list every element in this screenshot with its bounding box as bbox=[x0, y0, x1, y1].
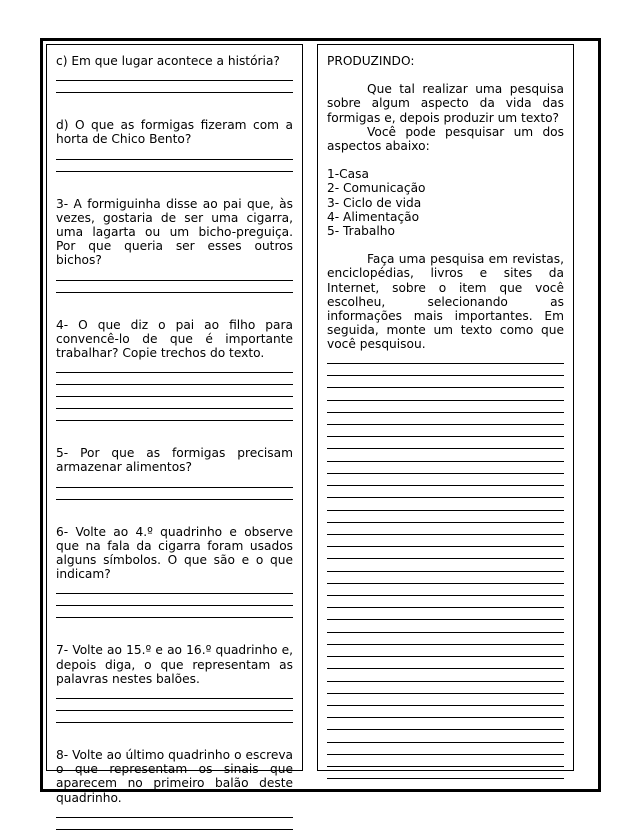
aspects-list bbox=[327, 167, 564, 238]
list-item: 4- Alimentação bbox=[327, 209, 420, 224]
answer-line[interactable] bbox=[56, 711, 293, 723]
answer-line[interactable] bbox=[56, 373, 293, 385]
answer-line[interactable] bbox=[56, 686, 293, 699]
question-6: 6- Volte ao 4.º quadrinho e observe que na fala da cigarra foram usados alguns símbolos. O que são e o que indicam? bbox=[56, 524, 293, 582]
writing-line[interactable] bbox=[327, 449, 564, 461]
writing-line[interactable] bbox=[327, 572, 564, 584]
answer-lines-c bbox=[56, 68, 293, 93]
list-item: 1-Casa bbox=[327, 167, 369, 182]
question-5: 5- Por que as formigas precisam armazenar alimentos? bbox=[56, 446, 293, 475]
writing-line[interactable] bbox=[327, 535, 564, 547]
section-heading: PRODUZINDO: bbox=[327, 54, 415, 68]
list-item: 3- Ciclo de vida bbox=[327, 195, 422, 210]
production-column bbox=[317, 44, 574, 771]
answer-line[interactable] bbox=[56, 160, 293, 172]
answer-line[interactable] bbox=[56, 594, 293, 606]
choose-paragraph: Você pode pesquisar um dos aspectos abaixo: bbox=[327, 124, 564, 154]
writing-line[interactable] bbox=[327, 364, 564, 376]
answer-line[interactable] bbox=[56, 475, 293, 488]
writing-line[interactable] bbox=[327, 498, 564, 510]
writing-line[interactable] bbox=[327, 388, 564, 400]
writing-line[interactable] bbox=[327, 743, 564, 755]
question-c: c) Em que lugar acontece a história? bbox=[56, 54, 280, 68]
writing-line[interactable] bbox=[327, 413, 564, 425]
instructions-paragraph: Faça uma pesquisa em revistas, enciclopédias, livros e sites da Internet, sobre o item que você escolheu, selecionando as informações mais importantes. Em seguida, monte um texto como que você pesquisou. bbox=[327, 252, 564, 352]
answer-lines-5 bbox=[56, 475, 293, 500]
writing-line[interactable] bbox=[327, 706, 564, 718]
answer-line[interactable] bbox=[56, 68, 293, 81]
answer-line[interactable] bbox=[56, 281, 293, 293]
writing-line[interactable] bbox=[327, 730, 564, 742]
list-item: 5- Trabalho bbox=[327, 224, 395, 239]
writing-line[interactable] bbox=[327, 633, 564, 645]
writing-line[interactable] bbox=[327, 559, 564, 571]
answer-line[interactable] bbox=[56, 699, 293, 711]
writing-line[interactable] bbox=[327, 620, 564, 632]
writing-lines bbox=[327, 352, 564, 780]
answer-lines-6 bbox=[56, 581, 293, 618]
writing-line[interactable] bbox=[327, 486, 564, 498]
writing-line[interactable] bbox=[327, 437, 564, 449]
writing-line[interactable] bbox=[327, 462, 564, 474]
question-3: 3- A formiguinha disse ao pai que, às vezes, gostaria de ser uma cigarra, uma lagarta ou um bicho-preguiça. Por que queria ser esses outros bichos? bbox=[56, 196, 293, 268]
answer-line[interactable] bbox=[56, 409, 293, 421]
writing-line[interactable] bbox=[327, 523, 564, 535]
writing-line[interactable] bbox=[327, 645, 564, 657]
writing-line[interactable] bbox=[327, 767, 564, 779]
answer-lines-4 bbox=[56, 360, 293, 421]
question-8: 8- Volte ao último quadrinho o escreva o que representam os sinais que aparecem no primeiro balão deste quadrinho. bbox=[56, 748, 293, 805]
question-7: 7- Volte ao 15.º e ao 16.º quadrinho e, depois diga, o que representam as palavras nestes balões. bbox=[56, 643, 293, 686]
answer-lines-d bbox=[56, 147, 293, 172]
writing-line[interactable] bbox=[327, 608, 564, 620]
writing-line[interactable] bbox=[327, 596, 564, 608]
writing-line[interactable] bbox=[327, 682, 564, 694]
answer-line[interactable] bbox=[56, 805, 293, 818]
answer-line[interactable] bbox=[56, 81, 293, 93]
writing-line[interactable] bbox=[327, 547, 564, 559]
writing-line[interactable] bbox=[327, 694, 564, 706]
answer-line[interactable] bbox=[56, 397, 293, 409]
writing-line[interactable] bbox=[327, 474, 564, 486]
answer-lines-7 bbox=[56, 686, 293, 723]
answer-lines-8 bbox=[56, 805, 293, 830]
list-item: 2- Comunicação bbox=[327, 181, 426, 196]
answer-line[interactable] bbox=[56, 606, 293, 618]
intro-paragraph: Que tal realizar uma pesquisa sobre algum aspecto da vida das formigas e, depois produzir um texto? bbox=[327, 82, 564, 125]
answer-line[interactable] bbox=[56, 360, 293, 373]
question-4: 4- O que diz o pai ao filho para convencê-lo de que é importante trabalhar? Copie trechos do texto. bbox=[56, 317, 293, 361]
writing-line[interactable] bbox=[327, 669, 564, 681]
question-d: d) O que as formigas fizeram com a horta de Chico Bento? bbox=[56, 118, 293, 147]
questions-column bbox=[46, 44, 303, 805]
answer-line[interactable] bbox=[56, 488, 293, 500]
answer-lines-3 bbox=[56, 268, 293, 293]
answer-line[interactable] bbox=[56, 268, 293, 281]
answer-line[interactable] bbox=[56, 385, 293, 397]
writing-line[interactable] bbox=[327, 376, 564, 388]
answer-line[interactable] bbox=[56, 818, 293, 830]
answer-line[interactable] bbox=[56, 147, 293, 160]
writing-line[interactable] bbox=[327, 657, 564, 669]
writing-line[interactable] bbox=[327, 401, 564, 413]
writing-line[interactable] bbox=[327, 425, 564, 437]
writing-line[interactable] bbox=[327, 584, 564, 596]
writing-line[interactable] bbox=[327, 352, 564, 364]
writing-line[interactable] bbox=[327, 718, 564, 730]
writing-line[interactable] bbox=[327, 511, 564, 523]
writing-line[interactable] bbox=[327, 755, 564, 767]
answer-line[interactable] bbox=[56, 581, 293, 594]
